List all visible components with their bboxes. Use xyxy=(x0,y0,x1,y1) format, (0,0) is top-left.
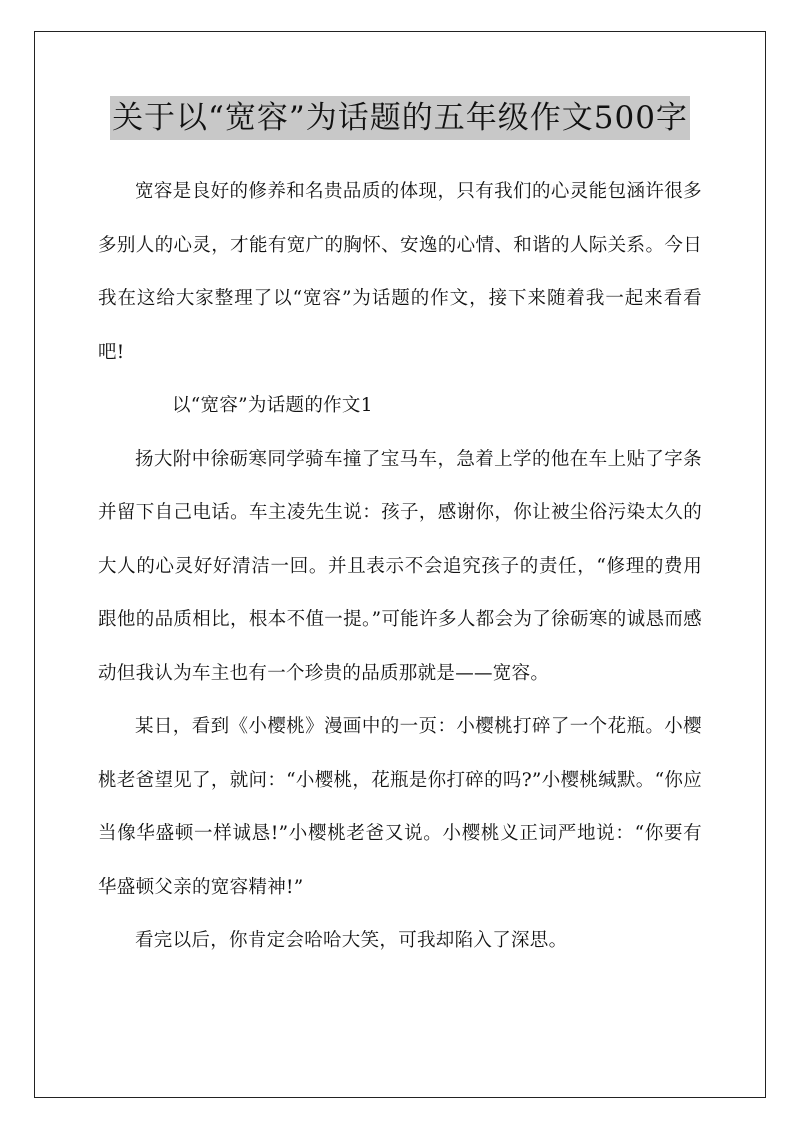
body-paragraph: 看完以后，你肯定会哈哈大笑，可我却陷入了深思。 xyxy=(135,930,568,951)
body-paragraph: 扬大附中徐砺寒同学骑车撞了宝马车，急着上学的他在车上贴了字条并留下自己电话。车主凌先生说：孩子，感谢你，你让被尘俗污染太久的大人的心灵好好清洁一回。并且表示不会追究孩子的责任，“修理的费用跟他的品质相比，根本不值一提。”可能许多人都会为了徐砺寒的诚恳而感动但我认为车主也有一个珍贵的品质那就是——宽容。 xyxy=(98,448,702,684)
essay-subheading: 以“宽容”为话题的作文1 xyxy=(172,395,373,416)
title-container xyxy=(0,96,800,140)
document-title: 关于以“宽容”为话题的五年级作文500字 xyxy=(110,96,690,140)
intro-paragraph: 宽容是良好的修养和名贵品质的体现，只有我们的心灵能包涵许很多多别人的心灵，才能有宽广的胸怀、安逸的心情、和谐的人际关系。今日我在这给大家整理了以“宽容”为话题的作文，接下来随着我一起来看看吧! xyxy=(98,181,702,363)
document-body xyxy=(98,165,702,968)
body-paragraph: 某日，看到《小樱桃》漫画中的一页：小樱桃打碎了一个花瓶。小樱桃老爸望见了，就问：“小樱桃，花瓶是你打碎的吗?”小樱桃缄默。“你应当像华盛顿一样诚恳!”小樱桃老爸又说。小樱桃义正词严地说：“你要有华盛顿父亲的宽容精神!” xyxy=(98,716,702,898)
